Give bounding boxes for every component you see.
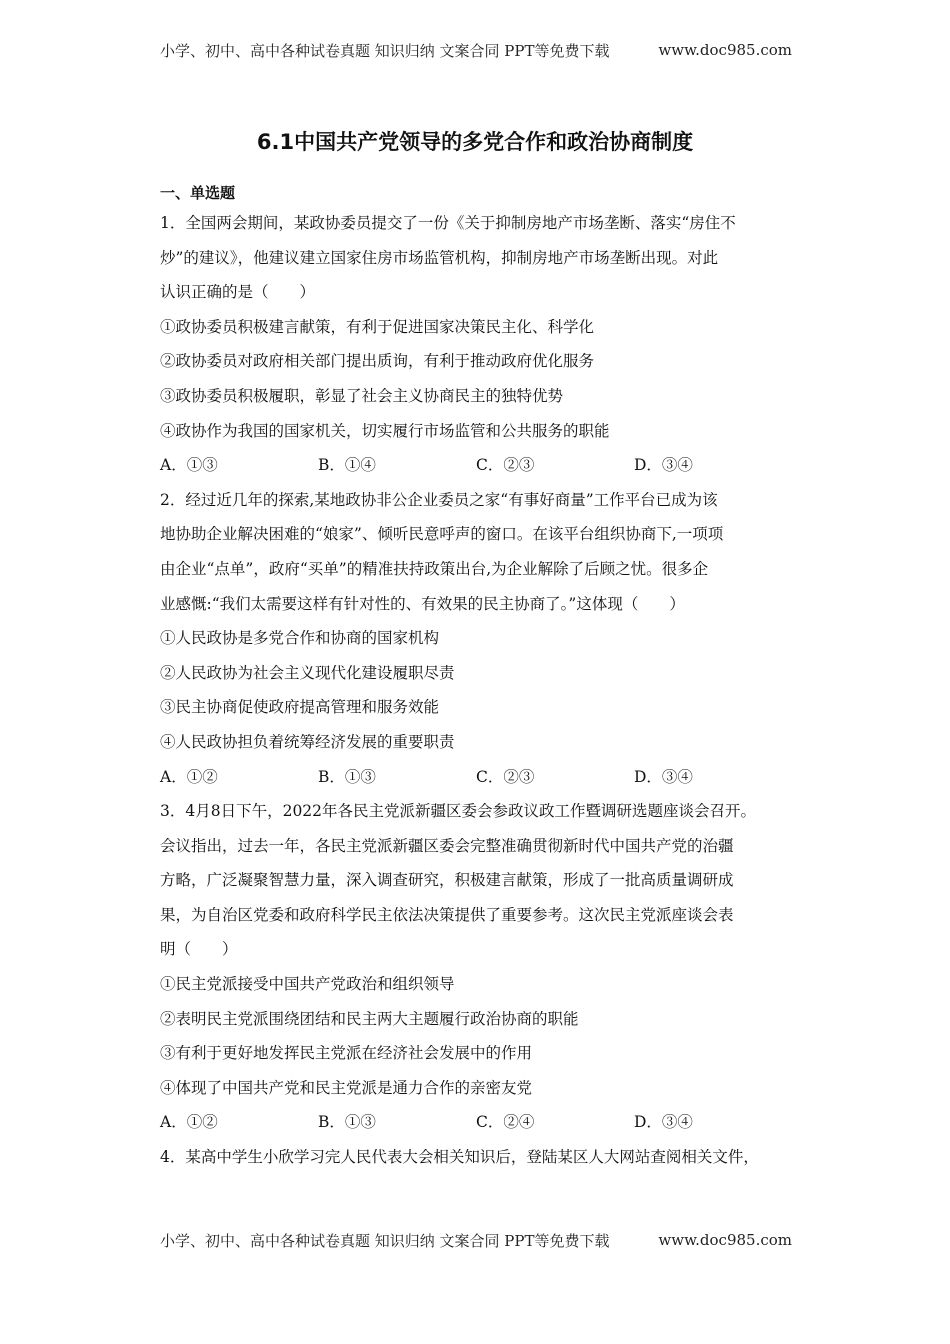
statement: ①人民政协是多党合作和协商的国家机构 (160, 629, 440, 648)
statement: ③政协委员积极履职，彰显了社会主义协商民主的独特优势 (160, 386, 564, 405)
answer-options (160, 760, 792, 795)
section-heading: 一、单选题 (160, 184, 236, 202)
statement: ①民主党派接受中国共产党政治和组织领导 (160, 975, 455, 994)
header-url[interactable]: www.doc985.com (658, 41, 792, 59)
question-text-line: 地协助企业解决困难的“娘家”、倾听民意呼声的窗口。在该平台组织协商下,一项项 (160, 525, 724, 544)
option-d: D．③④ (634, 456, 693, 475)
option-b: B．①③ (318, 1113, 376, 1132)
page-footer (160, 1228, 792, 1252)
footer-url[interactable]: www.doc985.com (658, 1231, 792, 1249)
question-text-line: 业感慨:“我们太需要这样有针对性的、有效果的民主协商了。”这体现（ ） (160, 594, 685, 613)
statement: ④政协作为我国的国家机关，切实履行市场监管和公共服务的职能 (160, 421, 610, 440)
question-text-line: 2．经过近几年的探索,某地政协非公企业委员之家“有事好商量”工作平台已成为该 (160, 490, 718, 509)
option-a: A．①③ (160, 456, 218, 475)
question-1 (160, 206, 792, 483)
page-header (160, 38, 792, 62)
question-text-line: 方略，广泛凝聚智慧力量，深入调查研究，积极建言献策，形成了一批高质量调研成 (160, 871, 734, 890)
statement: ④人民政协担负着统筹经济发展的重要职责 (160, 732, 455, 751)
statement: ③有利于更好地发挥民主党派在经济社会发展中的作用 (160, 1044, 533, 1063)
statement: ②人民政协为社会主义现代化建设履职尽责 (160, 663, 455, 682)
option-c: C．②③ (476, 456, 535, 475)
statement: ②政协委员对政府相关部门提出质询，有利于推动政府优化服务 (160, 352, 595, 371)
question-text-line: 明（ ） (160, 940, 238, 959)
question-text-line: 果，为自治区党委和政府科学民主依法决策提供了重要参考。这次民主党派座谈会表 (160, 905, 734, 924)
question-text-line: 会议指出，过去一年，各民主党派新疆区委会完整准确贯彻新时代中国共产党的治疆 (160, 836, 734, 855)
question-text-line: 由企业“点单”，政府“买单”的精准扶持政策出台,为企业解除了后顾之忧。很多企 (160, 559, 709, 578)
statement: ①政协委员积极建言献策，有利于促进国家决策民主化、科学化 (160, 317, 595, 336)
question-text-line: 炒”的建议》，他建议建立国家住房市场监管机构，抑制房地产市场垄断出现。对此 (160, 248, 719, 267)
footer-text: 小学、初中、高中各种试卷真题 知识归纳 文案合同 PPT等免费下载 (160, 1231, 610, 1250)
question-text-line: 4．某高中学生小欣学习完人民代表大会相关知识后，登陆某区人大网站查阅相关文件， (160, 1148, 759, 1167)
question-3 (160, 794, 792, 1140)
option-c: C．②④ (476, 1113, 535, 1132)
option-b: B．①③ (318, 767, 376, 786)
answer-options (160, 448, 792, 483)
option-a: A．①② (160, 767, 218, 786)
document-body (160, 180, 792, 1175)
question-text-line: 认识正确的是（ ） (160, 283, 316, 302)
statement: ②表明民主党派围绕团结和民主两大主题履行政治协商的职能 (160, 1009, 579, 1028)
header-text: 小学、初中、高中各种试卷真题 知识归纳 文案合同 PPT等免费下载 (160, 41, 610, 60)
statement: ③民主协商促使政府提高管理和服务效能 (160, 698, 440, 717)
option-d: D．③④ (634, 767, 693, 786)
document-title: 6.1中国共产党领导的多党合作和政治协商制度 (256, 130, 694, 154)
question-4 (160, 1140, 792, 1175)
question-text-line: 3．4月8日下午，2022年各民主党派新疆区委会参政议政工作暨调研选题座谈会召开。 (160, 802, 757, 821)
option-b: B．①④ (318, 456, 376, 475)
question-text-line: 1．全国两会期间，某政协委员提交了一份《关于抑制房地产市场垄断、落实“房住不 (160, 214, 736, 232)
option-c: C．②③ (476, 767, 535, 786)
statement: ④体现了中国共产党和民主党派是通力合作的亲密友党 (160, 1078, 533, 1097)
question-2 (160, 483, 792, 794)
answer-options (160, 1105, 792, 1140)
option-d: D．③④ (634, 1113, 693, 1132)
option-a: A．①② (160, 1113, 218, 1132)
